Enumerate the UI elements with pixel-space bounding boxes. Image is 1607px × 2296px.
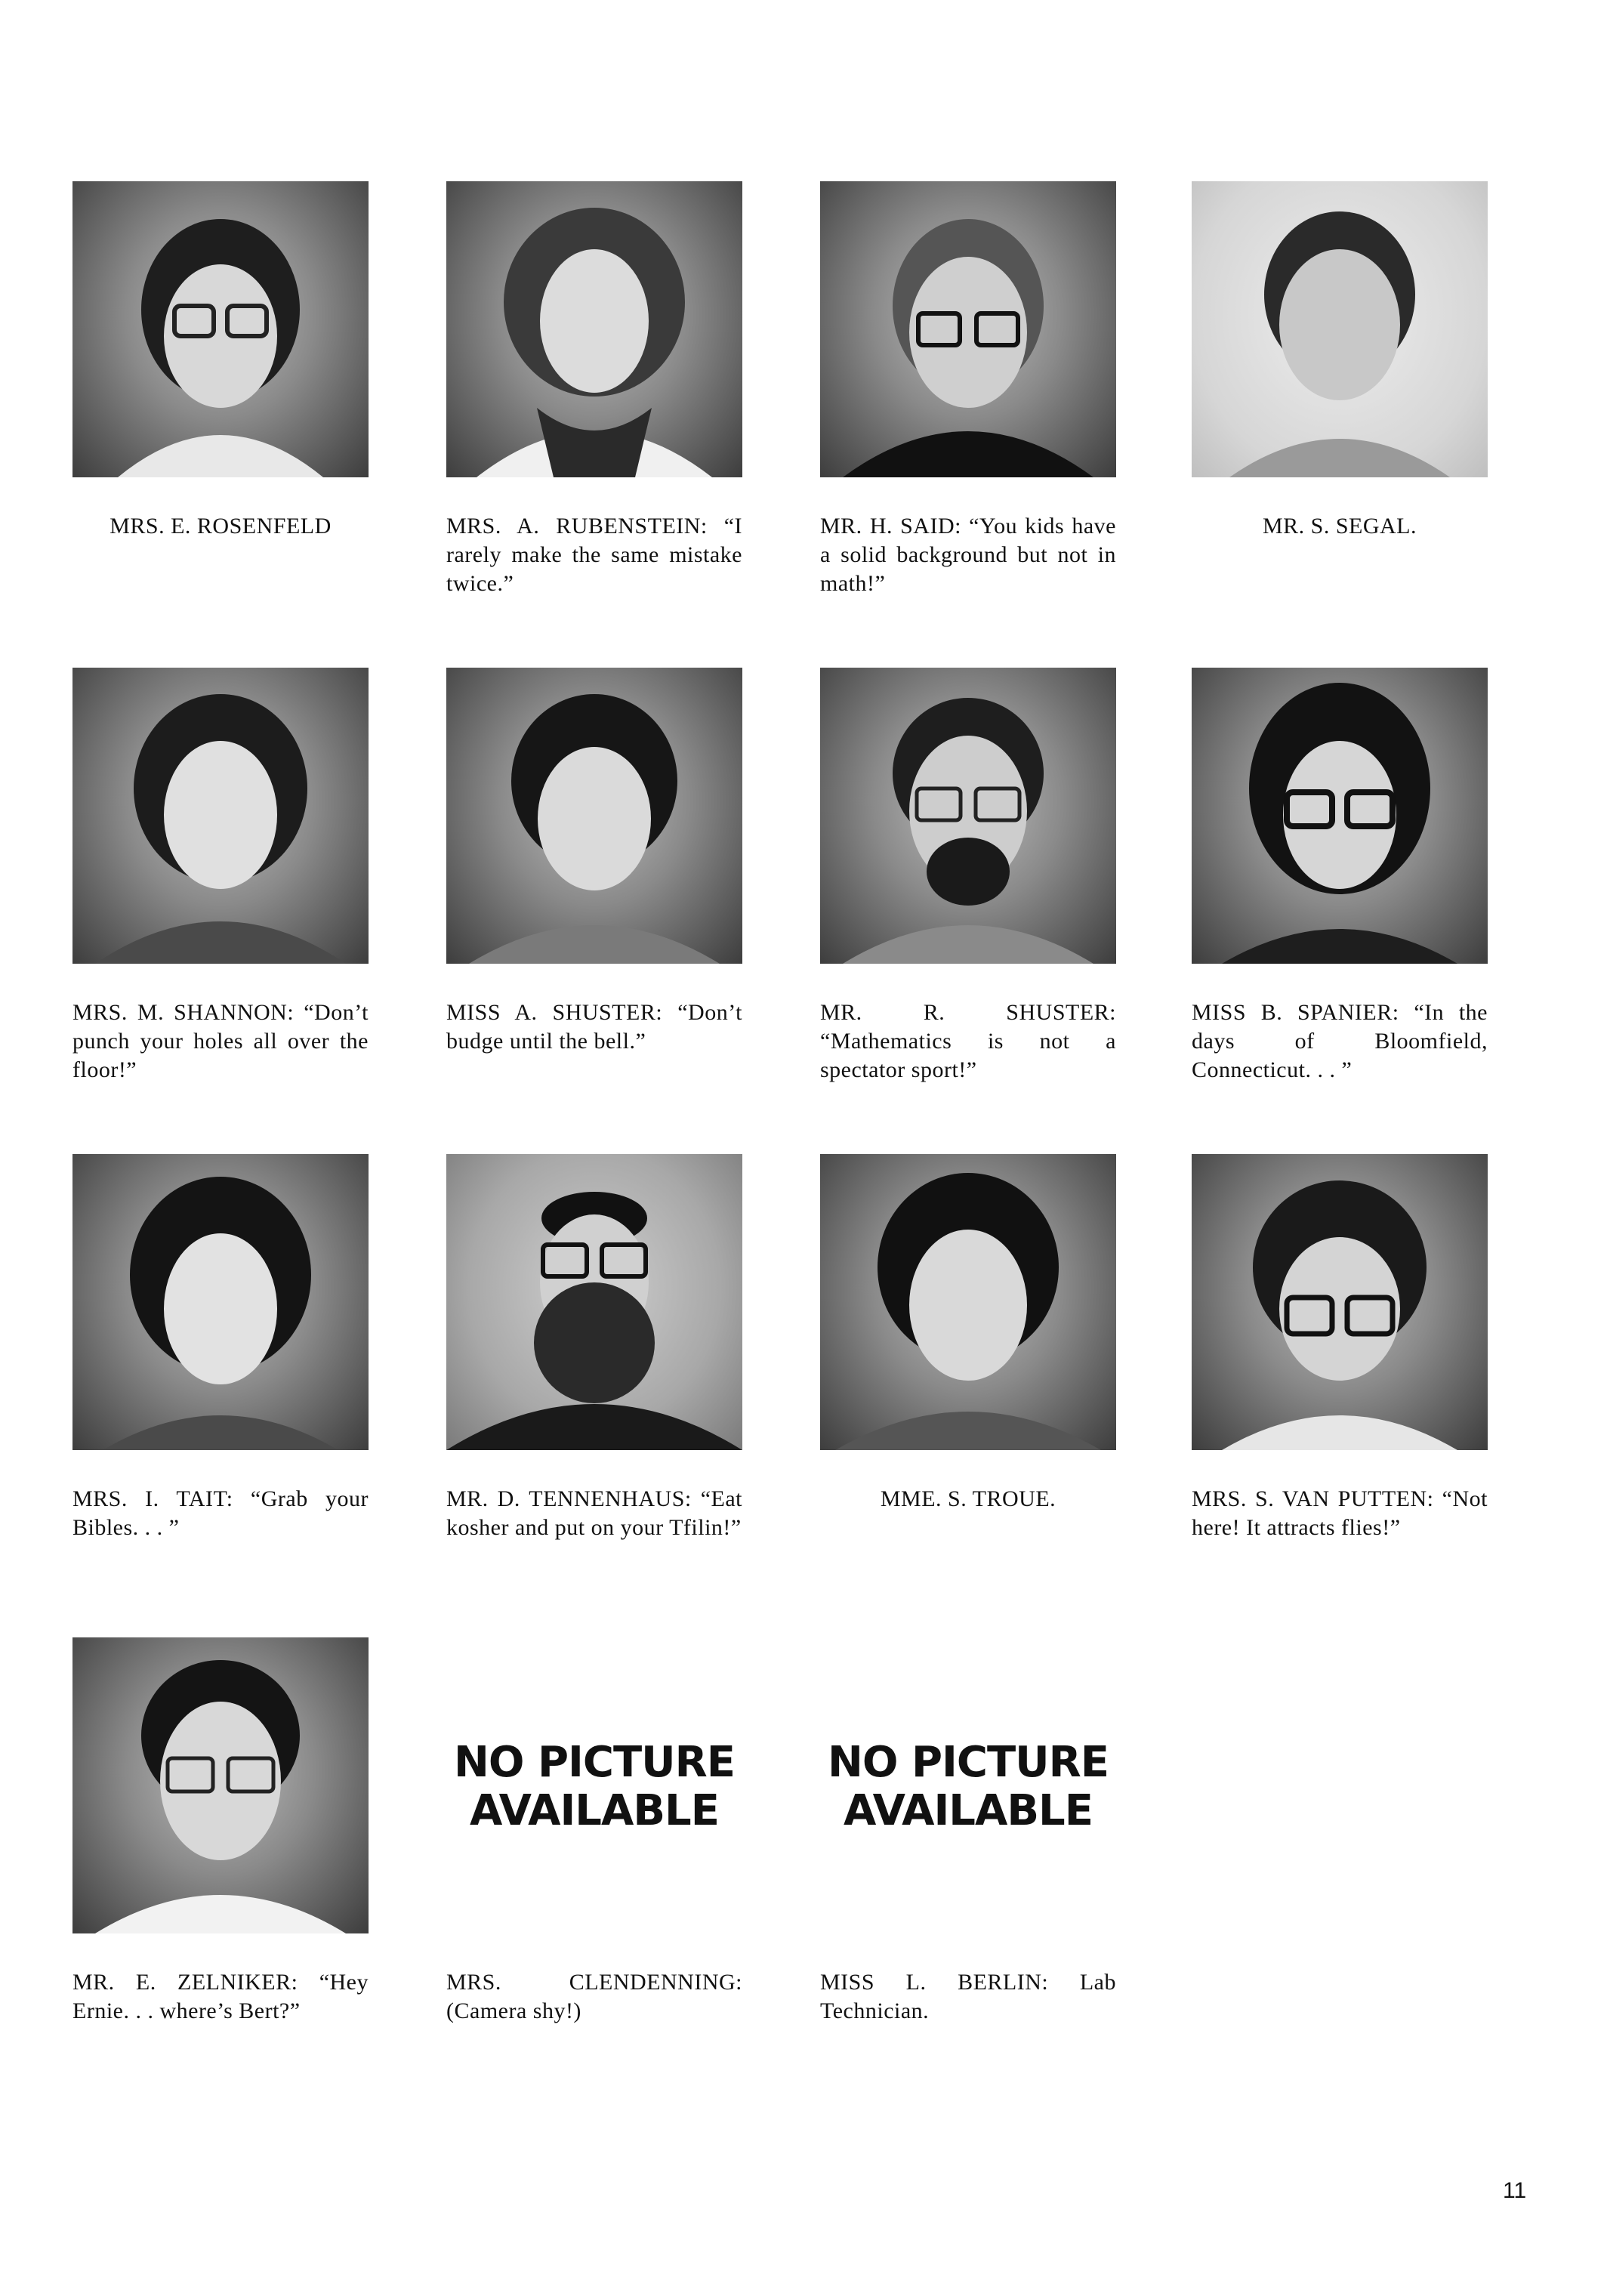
faculty-entry — [820, 668, 1116, 1085]
faculty-caption: MISS A. SHUSTER: “Don’t budge until the bell.” — [446, 1000, 742, 1054]
faculty-entry — [446, 1637, 742, 2026]
faculty-caption: MISS B. SPANIER: “In the days of Bloomfield, Connecticut. . . ” — [1192, 1000, 1488, 1082]
faculty-entry — [1192, 181, 1488, 541]
faculty-photo — [72, 181, 369, 477]
no-picture-placeholder — [820, 1637, 1116, 1933]
faculty-entry — [1192, 668, 1488, 1085]
faculty-photo — [446, 181, 742, 477]
faculty-caption: MR. R. SHUSTER: “Mathematics is not a spectator sport!” — [820, 1000, 1116, 1082]
faculty-photo — [1192, 181, 1488, 477]
faculty-photo — [72, 1154, 369, 1450]
faculty-entry — [820, 1154, 1116, 1514]
faculty-caption: MRS. E. ROSENFELD — [109, 514, 332, 539]
no-picture-line: AVAILABLE — [470, 1786, 719, 1835]
no-picture-line: NO PICTURE — [454, 1738, 735, 1787]
faculty-caption: MRS. CLENDENNING: (Camera shy!) — [446, 1970, 742, 2023]
no-picture-line: AVAILABLE — [844, 1786, 1093, 1835]
no-picture-label — [820, 1739, 1116, 1844]
faculty-photo — [446, 1154, 742, 1450]
faculty-caption: MRS. S. VAN PUTTEN: “Not here! It attracts flies!” — [1192, 1486, 1488, 1540]
faculty-caption: MISS L. BERLIN: Lab Technician. — [820, 1970, 1116, 2023]
faculty-entry — [446, 668, 742, 1056]
faculty-photo — [446, 668, 742, 964]
faculty-caption: MME. S. TROUE. — [880, 1486, 1056, 1511]
faculty-photo — [820, 181, 1116, 477]
faculty-caption: MR. E. ZELNIKER: “Hey Ernie. . . where’s Bert?” — [72, 1970, 369, 2023]
faculty-caption: MR. D. TENNENHAUS: “Eat kosher and put on your Tfilin!” — [446, 1486, 742, 1540]
no-picture-label — [446, 1739, 742, 1844]
faculty-photo — [1192, 1154, 1488, 1450]
faculty-photo — [72, 668, 369, 964]
faculty-entry — [1192, 1154, 1488, 1542]
faculty-entry — [72, 668, 369, 1085]
faculty-photo — [820, 1154, 1116, 1450]
faculty-entry — [72, 181, 369, 541]
no-picture-placeholder — [446, 1637, 742, 1933]
faculty-caption: MR. H. SAID: “You kids have a solid background but not in math!” — [820, 514, 1116, 596]
faculty-photo — [72, 1637, 369, 1933]
faculty-photo — [820, 668, 1116, 964]
page-number: 11 — [1503, 2178, 1527, 2203]
faculty-entry — [820, 1637, 1116, 2026]
faculty-caption: MR. S. SEGAL. — [1262, 514, 1417, 539]
faculty-entry — [446, 1154, 742, 1542]
faculty-caption: MRS. M. SHANNON: “Don’t punch your holes all over the floor!” — [72, 1000, 369, 1082]
faculty-entry — [72, 1637, 369, 2026]
faculty-entry — [820, 181, 1116, 598]
faculty-caption: MRS. A. RUBENSTEIN: “I rarely make the same mistake twice.” — [446, 514, 742, 596]
faculty-caption: MRS. I. TAIT: “Grab your Bibles. . . ” — [72, 1486, 369, 1540]
no-picture-line: NO PICTURE — [828, 1738, 1109, 1787]
faculty-entry — [72, 1154, 369, 1542]
faculty-photo — [1192, 668, 1488, 964]
faculty-entry — [446, 181, 742, 598]
